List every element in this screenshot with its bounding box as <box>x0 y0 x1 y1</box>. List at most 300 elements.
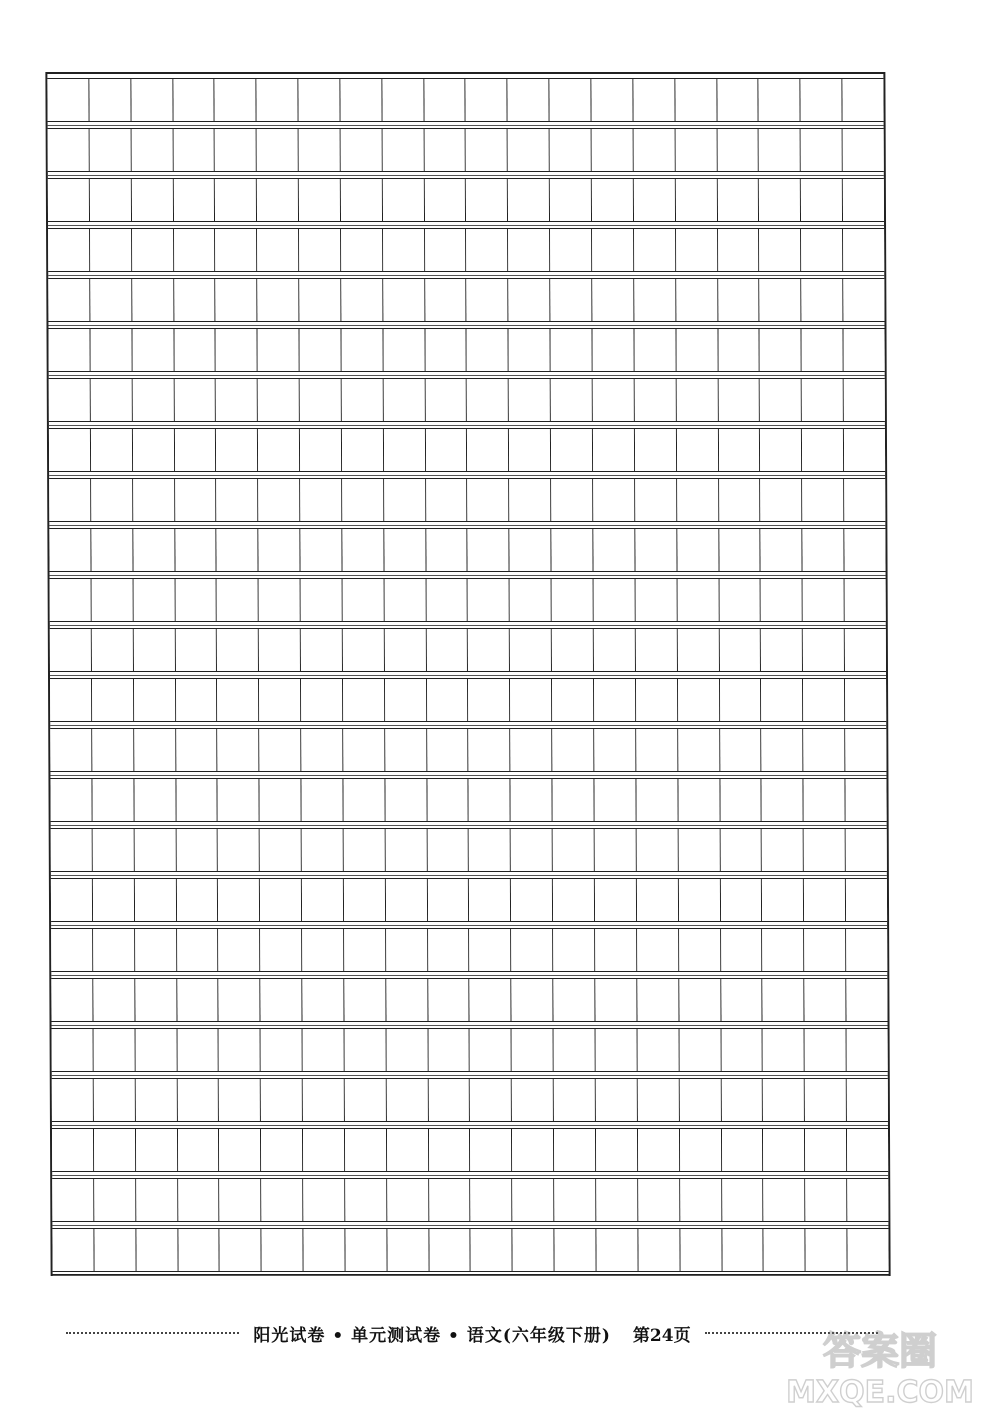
writing-cell <box>592 229 634 271</box>
writing-cell <box>636 829 678 871</box>
writing-cell <box>843 129 884 171</box>
writing-cell <box>343 779 385 821</box>
writing-cell <box>257 129 299 171</box>
writing-cell <box>553 779 595 821</box>
writing-cell <box>342 479 384 521</box>
writing-cell <box>217 579 259 621</box>
row-separator-line <box>50 775 886 776</box>
writing-cell <box>344 829 386 871</box>
writing-cell <box>385 779 427 821</box>
grid-row <box>50 728 886 772</box>
writing-cell <box>466 179 508 221</box>
row-separator-line <box>53 1275 889 1276</box>
writing-cell <box>720 729 762 771</box>
writing-cell <box>719 629 761 671</box>
writing-cell <box>426 529 468 571</box>
row-separator-line <box>49 375 885 376</box>
writing-cell <box>593 379 635 421</box>
writing-cell <box>131 79 173 121</box>
writing-cell <box>551 479 593 521</box>
writing-cell <box>92 729 134 771</box>
writing-cell <box>299 279 341 321</box>
writing-cell <box>512 1179 554 1221</box>
writing-cell <box>761 579 803 621</box>
writing-cell <box>342 579 384 621</box>
writing-cell <box>511 829 553 871</box>
writing-cell <box>635 429 677 471</box>
footer-title: 阳光试卷 • 单元测试卷 • 语文(六年级下册) <box>253 1325 611 1346</box>
writing-cell <box>843 229 884 271</box>
writing-cell <box>262 1229 304 1271</box>
writing-cell <box>592 129 634 171</box>
writing-cell <box>550 279 592 321</box>
writing-cell <box>385 679 427 721</box>
writing-cell <box>344 979 386 1021</box>
writing-cell <box>427 829 469 871</box>
writing-cell <box>468 629 510 671</box>
writing-cell <box>383 329 425 371</box>
writing-cell <box>48 229 90 271</box>
watermark-url-text: MXQE.COM <box>786 1375 974 1410</box>
writing-cell <box>257 179 299 221</box>
writing-cell <box>722 1179 764 1221</box>
writing-cell <box>638 1129 680 1171</box>
writing-cell <box>426 429 468 471</box>
writing-cell <box>385 729 427 771</box>
writing-cell <box>761 529 803 571</box>
writing-cell <box>132 329 174 371</box>
writing-cell <box>636 679 678 721</box>
writing-cell <box>134 779 176 821</box>
writing-cell <box>91 479 133 521</box>
writing-cell <box>679 979 721 1021</box>
writing-cell <box>220 1179 262 1221</box>
writing-cell <box>50 579 92 621</box>
writing-cell <box>721 929 763 971</box>
writing-cell <box>49 429 91 471</box>
writing-cell <box>596 1079 638 1121</box>
writing-cell <box>511 729 553 771</box>
writing-cell <box>429 1229 471 1271</box>
writing-cell <box>302 929 344 971</box>
writing-cell <box>177 929 219 971</box>
writing-cell <box>424 79 466 121</box>
writing-cell <box>300 379 342 421</box>
writing-cell <box>90 279 132 321</box>
writing-cell <box>429 1129 471 1171</box>
writing-cell <box>136 1229 178 1271</box>
writing-cell <box>720 829 762 871</box>
writing-cell <box>384 479 426 521</box>
writing-cell <box>343 629 385 671</box>
grid-row <box>52 1128 888 1172</box>
writing-cell <box>387 1129 429 1171</box>
writing-cell <box>340 79 382 121</box>
writing-cell <box>508 79 550 121</box>
writing-cell <box>844 329 885 371</box>
row-separator-line <box>48 225 884 226</box>
writing-cell <box>92 679 134 721</box>
writing-cell <box>637 1029 679 1071</box>
writing-cell <box>806 1229 848 1271</box>
writing-cell <box>633 129 675 171</box>
writing-cell <box>467 279 509 321</box>
row-separator-line <box>50 575 886 576</box>
writing-cell <box>847 1229 888 1271</box>
writing-cell <box>174 379 216 421</box>
writing-cell <box>90 179 132 221</box>
grid-row <box>51 978 887 1022</box>
writing-cell <box>385 829 427 871</box>
writing-cell <box>467 329 509 371</box>
writing-cell <box>761 629 803 671</box>
writing-cell <box>219 979 261 1021</box>
writing-cell <box>550 79 592 121</box>
writing-cell <box>260 829 302 871</box>
writing-cell <box>259 629 301 671</box>
writing-cell <box>636 779 678 821</box>
writing-cell <box>759 179 801 221</box>
writing-cell <box>805 1129 847 1171</box>
grid-row <box>52 1228 888 1272</box>
writing-cell <box>216 279 258 321</box>
writing-cell <box>51 829 93 871</box>
writing-cell <box>52 1179 94 1221</box>
writing-cell <box>424 179 466 221</box>
writing-cell <box>91 429 133 471</box>
writing-cell <box>131 129 173 171</box>
writing-cell <box>760 429 802 471</box>
writing-cell <box>261 1079 303 1121</box>
writing-cell <box>550 229 592 271</box>
writing-cell <box>636 729 678 771</box>
writing-cell <box>301 729 343 771</box>
writing-cell <box>94 1129 136 1171</box>
writing-cell <box>386 929 428 971</box>
writing-cell <box>385 629 427 671</box>
writing-cell <box>555 1229 597 1271</box>
writing-cell <box>299 129 341 171</box>
grid-row <box>50 778 886 822</box>
writing-cell <box>717 179 759 221</box>
writing-cell <box>303 1229 345 1271</box>
writing-cell <box>383 279 425 321</box>
grid-row <box>47 78 883 122</box>
writing-cell <box>509 379 551 421</box>
writing-cell <box>258 379 300 421</box>
writing-cell <box>801 179 843 221</box>
writing-cell <box>802 329 844 371</box>
writing-cell <box>93 929 135 971</box>
writing-cell <box>678 679 720 721</box>
writing-cell <box>258 329 300 371</box>
writing-cell <box>260 779 302 821</box>
writing-cell <box>803 679 845 721</box>
writing-cell <box>303 1029 345 1071</box>
writing-cell <box>551 529 593 571</box>
writing-cell <box>49 379 91 421</box>
writing-cell <box>94 1079 136 1121</box>
writing-cell <box>384 429 426 471</box>
writing-cell <box>845 579 886 621</box>
writing-cell <box>261 979 303 1021</box>
writing-cell <box>466 129 508 171</box>
writing-cell <box>719 529 761 571</box>
writing-cell <box>721 1129 763 1171</box>
page-footer <box>52 1318 892 1348</box>
writing-cell <box>429 1179 471 1221</box>
writing-cell <box>175 479 217 521</box>
writing-cell <box>469 729 511 771</box>
writing-cell <box>177 1079 219 1121</box>
writing-cell <box>176 829 218 871</box>
writing-cell <box>174 279 216 321</box>
writing-cell <box>177 979 219 1021</box>
writing-cell <box>219 1079 261 1121</box>
writing-cell <box>134 829 176 871</box>
writing-cell <box>303 1079 345 1121</box>
writing-cell <box>91 579 133 621</box>
writing-cell <box>89 129 131 171</box>
writing-cell <box>176 779 218 821</box>
writing-cell <box>301 629 343 671</box>
writing-cell <box>675 79 717 121</box>
writing-cell <box>52 1129 94 1171</box>
writing-cell <box>343 679 385 721</box>
writing-cell <box>593 529 635 571</box>
writing-cell <box>509 429 551 471</box>
writing-cell <box>94 1179 136 1221</box>
row-separator-line <box>51 875 887 876</box>
writing-cell <box>428 1029 470 1071</box>
grid-row <box>51 928 887 972</box>
writing-cell <box>676 279 718 321</box>
writing-cell <box>552 629 594 671</box>
writing-cell <box>843 179 884 221</box>
writing-cell <box>677 429 719 471</box>
writing-cell <box>680 1229 722 1271</box>
writing-cell <box>426 479 468 521</box>
writing-cell <box>258 479 300 521</box>
writing-cell <box>93 1029 135 1071</box>
writing-cell <box>216 429 258 471</box>
writing-cell <box>301 579 343 621</box>
writing-cell <box>759 229 801 271</box>
writing-cell <box>592 329 634 371</box>
writing-cell <box>637 979 679 1021</box>
writing-cell <box>469 829 511 871</box>
writing-cell <box>846 829 887 871</box>
writing-cell <box>425 279 467 321</box>
writing-cell <box>804 829 846 871</box>
writing-cell <box>844 429 885 471</box>
writing-cell <box>470 1129 512 1171</box>
writing-cell <box>551 329 593 371</box>
writing-cell <box>847 1179 888 1221</box>
writing-cell <box>801 229 843 271</box>
grid-row <box>48 228 884 272</box>
writing-cell <box>133 629 175 671</box>
writing-cell <box>679 1079 721 1121</box>
writing-cell <box>592 179 634 221</box>
writing-cell <box>424 129 466 171</box>
writing-cell <box>677 579 719 621</box>
grid-row <box>52 1078 888 1122</box>
writing-cell <box>678 729 720 771</box>
writing-cell <box>344 1029 386 1071</box>
grid-row <box>50 578 886 622</box>
writing-cell <box>261 1029 303 1071</box>
grid-row <box>50 678 886 722</box>
writing-cell <box>300 429 342 471</box>
writing-cell <box>300 329 342 371</box>
writing-cell <box>595 979 637 1021</box>
grid-row <box>48 128 884 172</box>
writing-cell <box>845 729 886 771</box>
writing-cell <box>634 279 676 321</box>
writing-cell <box>382 79 424 121</box>
writing-cell <box>718 329 760 371</box>
writing-cell <box>596 1229 638 1271</box>
writing-cell <box>509 479 551 521</box>
writing-cell <box>801 129 843 171</box>
writing-cell <box>178 1229 220 1271</box>
writing-cell <box>804 879 846 921</box>
writing-cell <box>680 1179 722 1221</box>
writing-cell <box>300 479 342 521</box>
writing-cell <box>595 929 637 971</box>
writing-cell <box>48 329 90 371</box>
writing-cell <box>594 729 636 771</box>
row-separator-line <box>48 175 884 176</box>
writing-cell <box>801 279 843 321</box>
writing-cell <box>175 629 217 671</box>
grid-row <box>49 478 885 522</box>
writing-cell <box>676 379 718 421</box>
writing-cell <box>51 979 93 1021</box>
writing-cell <box>552 729 594 771</box>
writing-cell <box>259 729 301 771</box>
writing-cell <box>468 479 510 521</box>
writing-cell <box>218 879 260 921</box>
writing-cell <box>50 729 92 771</box>
writing-cell <box>760 329 802 371</box>
row-separator-line <box>49 475 885 476</box>
writing-cell <box>258 429 300 471</box>
writing-cell <box>92 629 134 671</box>
writing-cell <box>48 129 90 171</box>
grid-row <box>52 1178 888 1222</box>
writing-cell <box>803 529 845 571</box>
writing-cell <box>342 529 384 571</box>
writing-cell <box>763 1029 805 1071</box>
writing-cell <box>842 79 883 121</box>
row-separator-line <box>52 1075 888 1076</box>
writing-cell <box>676 229 718 271</box>
writing-cell <box>844 529 885 571</box>
writing-cell <box>428 929 470 971</box>
writing-cell <box>302 829 344 871</box>
writing-cell <box>303 1179 345 1221</box>
writing-cell <box>592 279 634 321</box>
writing-cell <box>428 1079 470 1121</box>
writing-cell <box>427 879 469 921</box>
writing-cell <box>91 529 133 571</box>
writing-cell <box>468 679 510 721</box>
writing-cell <box>303 1129 345 1171</box>
writing-cell <box>637 879 679 921</box>
writing-cell <box>383 379 425 421</box>
writing-cell <box>844 479 885 521</box>
writing-cell <box>636 629 678 671</box>
writing-cell <box>635 379 677 421</box>
writing-cell <box>763 1129 805 1171</box>
writing-cell <box>717 129 759 171</box>
row-separator-line <box>48 125 884 126</box>
writing-cell <box>554 1029 596 1071</box>
writing-cell <box>341 229 383 271</box>
writing-cell <box>51 929 93 971</box>
writing-cell <box>803 579 845 621</box>
writing-cell <box>467 379 509 421</box>
writing-cell <box>341 179 383 221</box>
writing-cell <box>847 1079 888 1121</box>
writing-cell <box>512 979 554 1021</box>
writing-cell <box>469 879 511 921</box>
writing-cell <box>302 979 344 1021</box>
writing-cell <box>427 729 469 771</box>
writing-cell <box>511 929 553 971</box>
writing-cell <box>93 829 135 871</box>
writing-cell <box>679 1029 721 1071</box>
writing-cell <box>635 579 677 621</box>
writing-cell <box>718 429 760 471</box>
grid-row <box>51 878 887 922</box>
writing-cell <box>135 929 177 971</box>
writing-cell <box>427 679 469 721</box>
writing-cell <box>133 579 175 621</box>
writing-cell <box>49 529 91 571</box>
writing-cell <box>50 679 92 721</box>
writing-cell <box>679 879 721 921</box>
writing-cell <box>677 479 719 521</box>
writing-cell <box>468 579 510 621</box>
writing-cell <box>679 929 721 971</box>
writing-cell <box>298 79 340 121</box>
writing-cell <box>720 779 762 821</box>
writing-cell <box>638 1179 680 1221</box>
writing-cell <box>634 329 676 371</box>
grid-row <box>49 528 885 572</box>
writing-cell <box>553 879 595 921</box>
writing-cell <box>178 1179 220 1221</box>
writing-cell <box>345 1079 387 1121</box>
writing-cell <box>844 379 885 421</box>
writing-cell <box>802 429 844 471</box>
grid-row <box>49 428 885 472</box>
writing-cell <box>344 929 386 971</box>
writing-cell <box>218 779 260 821</box>
grid-row <box>48 178 884 222</box>
writing-cell <box>553 829 595 871</box>
writing-cell <box>341 329 383 371</box>
writing-cell <box>677 529 719 571</box>
writing-cell <box>759 79 801 121</box>
writing-cell <box>470 1029 512 1071</box>
writing-cell <box>721 1029 763 1071</box>
writing-cell <box>50 779 92 821</box>
writing-cell <box>260 879 302 921</box>
